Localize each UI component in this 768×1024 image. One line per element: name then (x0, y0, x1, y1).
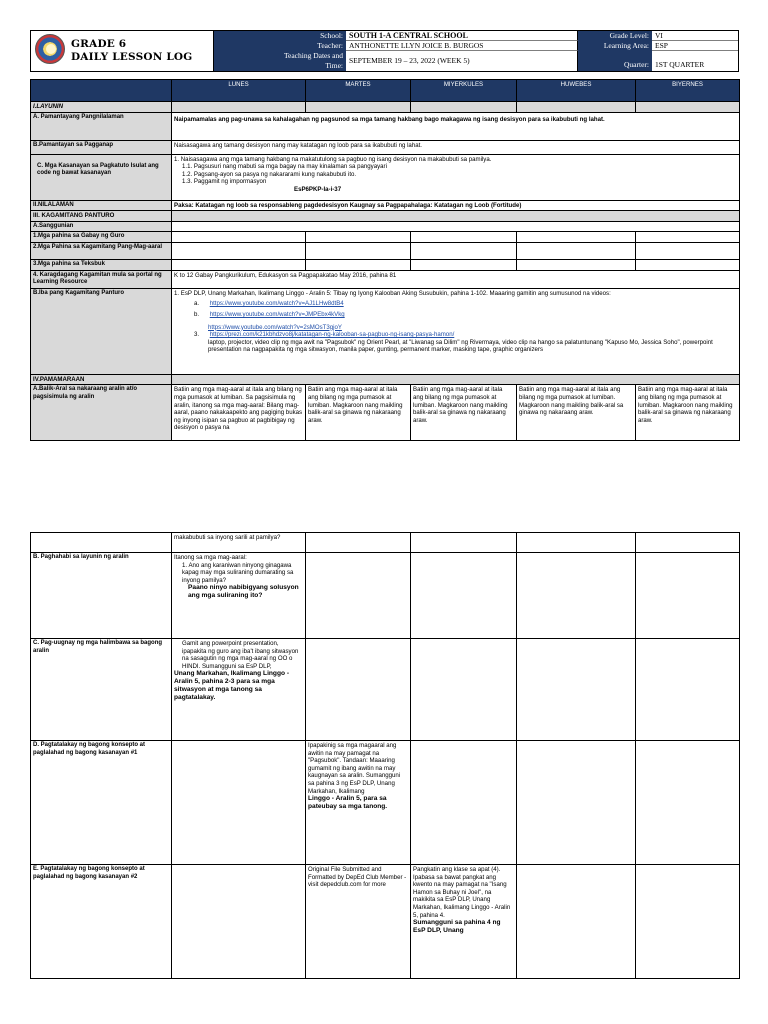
iba-pang-link-b-row (174, 311, 737, 319)
day-header-blank (31, 80, 172, 102)
list-marker-b: b. (194, 310, 200, 318)
lesson-log-header (30, 30, 739, 72)
day-header-lunes: LUNES (172, 80, 306, 102)
day-header-huwebes: HUWEBES (517, 80, 636, 102)
table-row (31, 865, 740, 979)
youtube-link-c[interactable]: https://www.youtube.com/watch?v=2sMOsT3gjoY (208, 323, 342, 331)
row-label-pagtatalakay-2: E. Pagtatalakay ng bagong konsepto at paglalahad ng bagong kasanayan #2 (31, 865, 172, 979)
row-label-sanggunian: A.Sanggunian (31, 221, 172, 232)
continuation-label (31, 533, 172, 553)
grade-title: GRADE 6 (71, 38, 127, 50)
school-label: School: (214, 31, 346, 41)
kasanayan-cell (172, 154, 740, 200)
row-label-pangnilalaman: A. Pamantayang Pangnilalaman (31, 112, 172, 140)
log-subtitle: DAILY LESSON LOG (71, 51, 193, 63)
day-header-biyernes: BIYERNES (636, 80, 740, 102)
table-row (31, 140, 740, 154)
iba-pang-link-3-row (174, 331, 737, 339)
row-label-pagtatalakay-1: D. Pagtatalakay ng bagong konsepto at paglalahad ng bagong kasanayan #1 (31, 741, 172, 865)
deped-seal-icon (35, 34, 65, 64)
balik-aral-miyerkules: Batiin ang mga mag-aaral at itala ang bilang ng mga pumasok at lumiban. Magkaroon nang maikling balik-aral sa ginawa ng nakaraang araw. (411, 385, 517, 441)
teaching-dates-label-line1: Teaching Dates and (283, 51, 343, 60)
table-row (31, 221, 740, 232)
nilalaman-text: Paksa: Katatagan ng loob sa responsableng pagdedesisyon Kaugnay sa Pagpapahalaga: Katatagan ng Loob (Fortitude) (172, 200, 740, 211)
section-pamamaraan: IV.PAMAMARAAN (31, 374, 172, 385)
karagdagang-text: K to 12 Gabay Pangkurikulum, Edukasyon sa Pagpapakatao May 2016, pahina 81 (172, 270, 740, 288)
pagtatalakay-2-text: Pangkatin ang klase sa apat (4). Ipabasa sa bawat pangkat ang kwento na may pamagat na "Isang Hamon sa Buhay ni Joel", na makikita sa EsP DLP, Unang Markahan, Ikalimang Linggo - Aralin 5, pahina 4. (413, 866, 511, 919)
table-row (31, 533, 740, 553)
table-row (31, 112, 740, 140)
kasanayan-item-1-3: 1.3. Paggamit ng impormasyon (182, 178, 267, 186)
youtube-link-b[interactable]: https://www.youtube.com/watch?v=JMPEbx4kVkg (209, 310, 345, 318)
balik-aral-martes: Batiin ang mga mag-aaral at itala ang bilang ng mga pumasok at lumiban. Magkaroon nang maikling balik-aral sa ginawa ng nakaraang araw. (306, 385, 411, 441)
pagtatalakay-1-martes (306, 741, 411, 865)
pagtatalakay-2-miyerkules (411, 865, 517, 979)
row-label-paghahabi: B. Paghahabi sa layunin ng aralin (31, 553, 172, 639)
pagtatalakay-2-bold: Sumangguni sa pahina 4 ng EsP DLP, Unang (413, 919, 501, 935)
balik-aral-huwebes: Batiin ang mga mag-aaral at itala ang bilang ng mga pumasok at lumiban. Magkaroon nang maikling balik-aral sa ginawa ng nakaraang araw. (517, 385, 636, 441)
section-layunin: I.LAYUNIN (31, 102, 172, 113)
grade-level-value: VI (652, 31, 738, 41)
table-row (31, 200, 740, 211)
lesson-log-table-page2 (30, 532, 740, 979)
paghahabi-question-bold: Paano ninyo nabibigyang solusyon ang mga suliraning ito? (188, 584, 299, 600)
table-row (31, 259, 740, 270)
school-value: SOUTH 1-A CENTRAL SCHOOL (346, 31, 578, 41)
teacher-value: ANTHONETTE LLYN JOICE B. BURGOS (346, 41, 578, 51)
row-label-nilalaman: II.NILALAMAN (31, 200, 172, 211)
pagtatalakay-2-martes: Original File Submitted and Formatted by DepEd Club Member - visit depedclub.com for more (306, 865, 411, 979)
log-title (71, 38, 192, 64)
pangnilalaman-text: Naipamamalas ang pag-unawa sa kahalagahan ng pagsunod sa mga tamang hakbang bago makagawa ng isang desisyon para sa ikabubuti ng lahat. (172, 112, 740, 140)
teacher-label: Teacher: (214, 41, 346, 51)
quarter-value: 1ST QUARTER (655, 60, 705, 69)
pagtatalakay-1-text: Ipapakinig sa mga magaaral ang awitin na may pamagat na "Pagsubok". Tandaan: Maaaring gumamit ng ibang awitin na may kaugnayan sa aralin. Sumangguni sa pahina 3 ng EsP DLP, Unang Markahan, Ikalimang (308, 742, 401, 795)
learning-area-value: ESP (652, 41, 738, 51)
section-kagamitan: III. KAGAMITANG PANTURO (31, 211, 172, 222)
section-row-layunin (31, 102, 740, 113)
pag-uugnay-bold: Unang Markahan, Ikalimang Linggo - Aralin 5, pahina 2-3 para sa mga sitwasyon at mga tanong sa pagtatalakay. (174, 670, 290, 702)
kasanayan-item-1: 1. Naisasagawa ang mga tamang hakbang na makatutulong sa pagbuo ng isang desisyon na makabubuti sa pamilya. (174, 155, 492, 163)
table-row (31, 741, 740, 865)
balik-aral-biyernes: Batiin ang mga mag-aaral at itala ang bilang ng mga pumasok at lumiban. Magkaroon nang maikling balik-aral sa ginawa ng nakaraang araw. (636, 385, 740, 441)
iba-pang-link-c-row (174, 324, 737, 332)
table-row (31, 553, 740, 639)
teaching-dates-value: SEPTEMBER 19 – 23, 2022 (WEEK 5) (346, 51, 578, 71)
header-logo-block (31, 31, 214, 71)
day-header-miyerkules: MIYERKULES (411, 80, 517, 102)
pagtatalakay-1-bold: Linggo - Aralin 5, para sa pateubay sa mga tanong. (308, 795, 388, 811)
section-row-kagamitan (31, 211, 740, 222)
row-label-iba-pang: B.Iba pang Kagamitang Panturo (31, 288, 172, 374)
row-label-kasanayan (31, 154, 172, 200)
list-marker-3: 3. (194, 331, 200, 339)
row-label-balik-aral: A.Balik-Aral sa nakaraang aralin at/o pagsisimula ng aralin (31, 385, 172, 441)
iba-pang-link-a-row (174, 300, 737, 308)
table-row (31, 232, 740, 243)
kasanayan-label: C. Mga Kasanayan sa Pagkatuto Isulat ang code ng bawat kasanayan (37, 162, 159, 177)
table-row (31, 270, 740, 288)
continuation-lunes: makabubuti sa inyong sarili at pamilya? (172, 533, 306, 553)
table-row (31, 288, 740, 374)
youtube-link-a[interactable]: https://www.youtube.com/watch?v=AJ1LHw8dtB4 (209, 300, 344, 308)
paghahabi-intro: Itanong sa mga mag-aaral: (174, 554, 247, 561)
table-row (31, 639, 740, 741)
teaching-dates-label (214, 51, 346, 71)
row-label-pag-uugnay: C. Pag-uugnay ng mga halimbawa sa bagong aralin (31, 639, 172, 741)
balik-aral-lunes: Batiin ang mga mag-aaral at itala ang bilang ng mga pumasok at lumiban. Sa pagsisimula ng aralin, itanong sa mga mag-aaral: Bilang mag-aaral, paano nakakaapekto ang pagiging bukas ng inyong isipan sa pagbuo at pagbibigay ng desisyon o pasya na (172, 385, 306, 441)
table-row (31, 385, 740, 441)
paghahabi-lunes (172, 553, 306, 639)
iba-pang-cell (172, 288, 740, 374)
lesson-log-table-page1 (30, 79, 740, 441)
iba-pang-item-1: 1. EsP DLP, Unang Markahan, Ikalimang Linggo - Aralin 5: Tibay ng Iyong Kalooban Aking Susubukin, pahina 1-102. Maaaring gamitin ang sumusunod na videos: (174, 289, 611, 297)
quarter-label: Quarter: (578, 51, 652, 71)
kasanayan-item-1-1: 1.1. Pagsusuri nang mabuti sa mga bagay na may kinalaman sa pangyayari (182, 163, 387, 171)
kasanayan-code: EsP6PKP-Ia-i-37 (294, 185, 342, 193)
header-info-grid (214, 31, 738, 71)
learning-area-label: Learning Area: (578, 41, 652, 51)
table-row (31, 242, 740, 259)
row-label-pagganap: B.Pamantayan sa Pagganap (31, 140, 172, 154)
table-row (31, 154, 740, 200)
grade-level-label: Grade Level: (578, 31, 652, 41)
pag-uugnay-text: Gamit ang powerpoint presentation, ipapakita ng guro ang iba't ibang sitwasyon na sasagutin ng mga mag-aaral ng OO o HINDI. Sumangguni sa EsP DLP, (182, 640, 299, 670)
iba-pang-materials: laptop, projector, video clip ng mga awit na "Pagsubok" ng Orient Pearl, at "Liwanag sa Dilim" ng Rivermaya, video clip na hango sa palatuntunang "Kapuso Mo, Jessica Soho", powerpoint presentation na nagpapakita ng mga sitwasyon, manila paper, gunting, permanent marker, masking tape, graphic organizers (208, 338, 713, 354)
row-label-kagamitang-pang: 2.Mga Pahina sa Kagamitang Pang-Mag-aaral (31, 242, 172, 259)
list-marker-a: a. (194, 300, 200, 308)
day-header-martes: MARTES (306, 80, 411, 102)
row-label-karagdagang: 4. Karagdagang Kagamitan mula sa portal ng Learning Resource (31, 270, 172, 288)
kasanayan-item-1-2: 1.2. Pagsang-ayon sa pasya ng nakararami kung nakabubuti ito. (182, 170, 357, 178)
day-header-row (31, 80, 740, 102)
pag-uugnay-lunes (172, 639, 306, 741)
row-label-gabay: 1.Mga pahina sa Gabay ng Guro (31, 232, 172, 243)
pagganap-text: Naisasagawa ang tamang desisyon nang may katatagan ng loob para sa ikabubuti ng lahat. (172, 140, 740, 154)
paghahabi-question-1: 1. Ano ang karaniwan ninyong ginagawa kapag may mga suliraning dumarating sa inyong pamilya? (182, 561, 294, 584)
prezi-link[interactable]: https://prezi.com/k21kbhdzvo8j/katatagan-ng-kalooban-sa-pagbuo-ng-isang-pasya-hamon/ (209, 331, 455, 339)
row-label-teksbuk: 3.Mga pahina sa Teksbuk (31, 259, 172, 270)
section-row-pamamaraan (31, 374, 740, 385)
teaching-dates-label-line2: Time: (325, 61, 343, 70)
